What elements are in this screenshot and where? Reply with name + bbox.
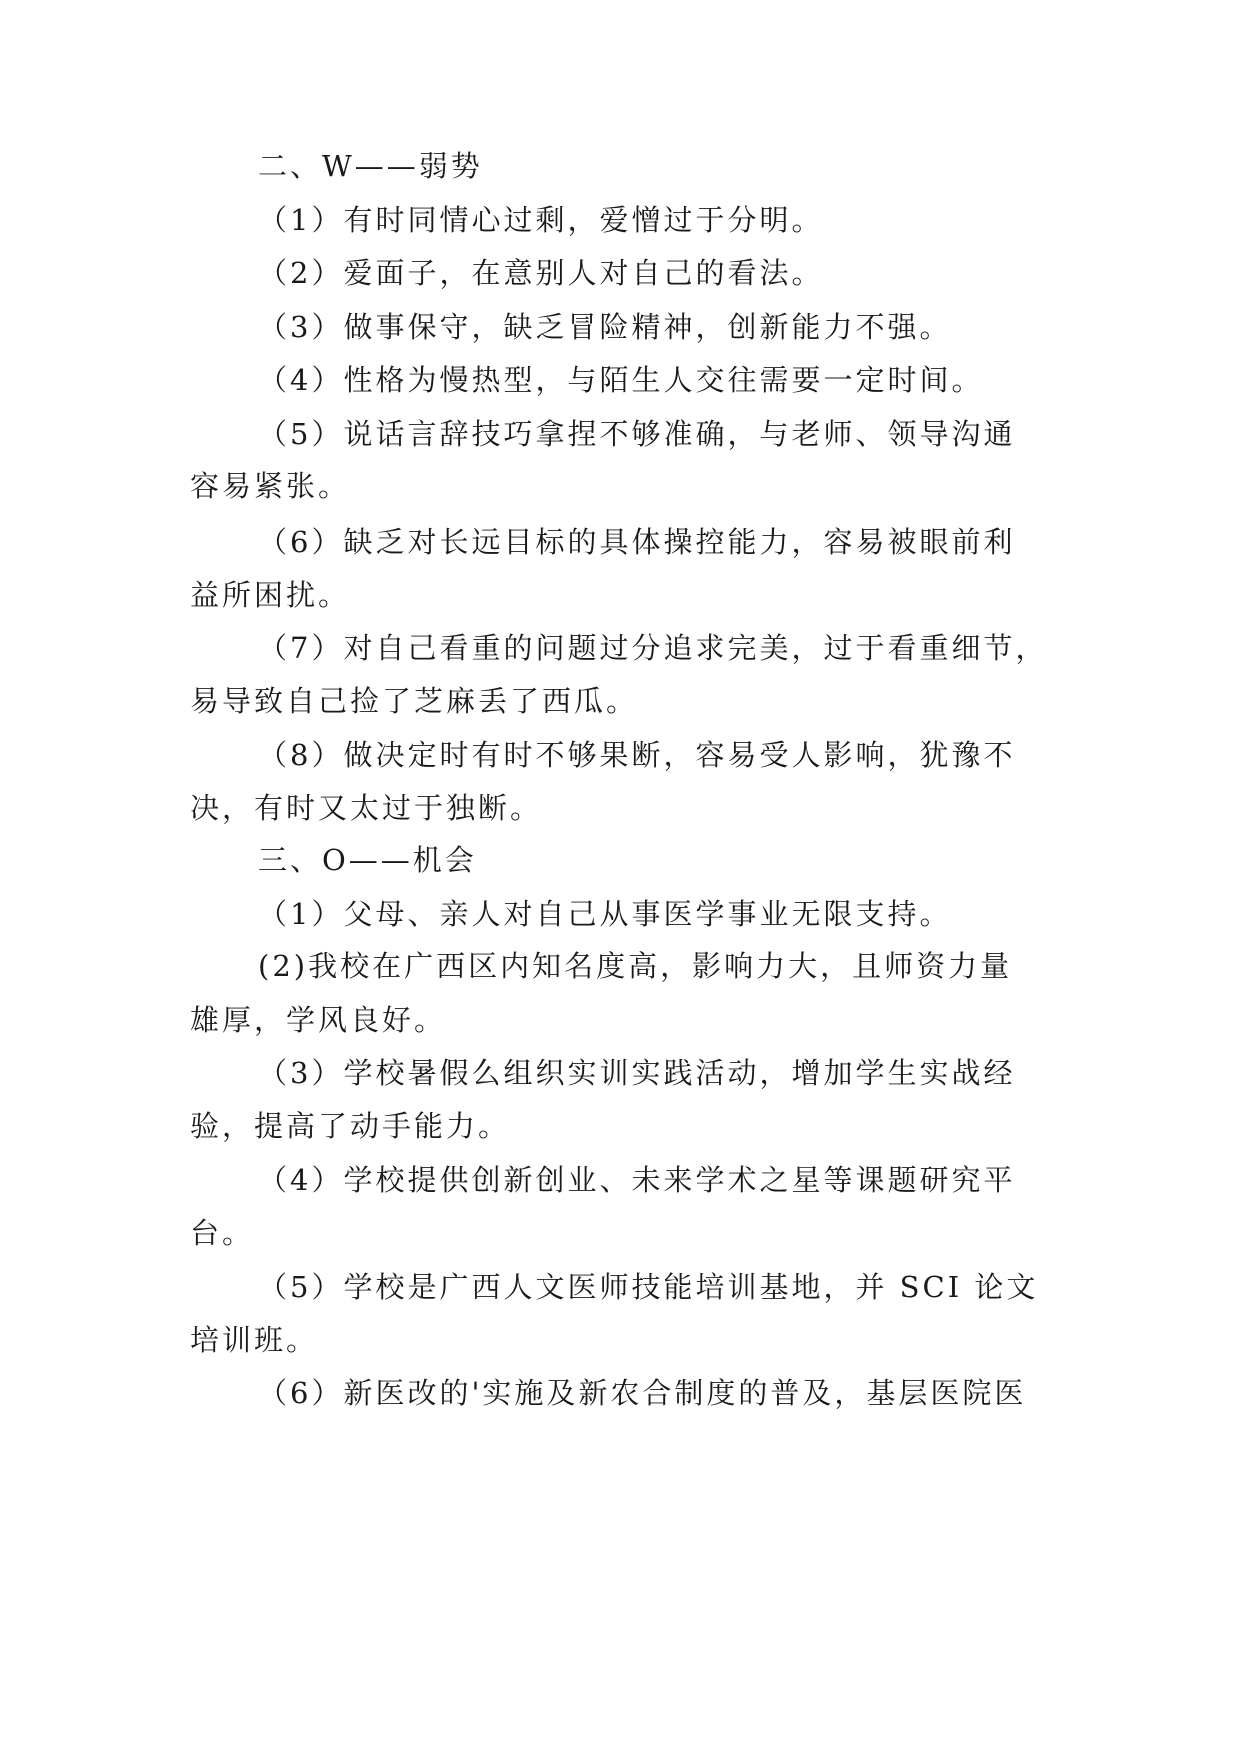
paragraph-line: （8）做决定时有时不够果断，容易受人影响，犹豫不 xyxy=(258,738,1016,772)
paragraph-line: (2)我校在广西区内知名度高，影响力大，且师资力量 xyxy=(258,949,1013,983)
paragraph-line: 雄厚，学风良好。 xyxy=(190,1003,447,1037)
paragraph-line: （3）做事保守，缺乏冒险精神，创新能力不强。 xyxy=(258,310,952,344)
section-heading-opportunities: 三、O——机会 xyxy=(258,843,477,877)
paragraph-line: 验，提高了动手能力。 xyxy=(190,1109,511,1143)
paragraph-line: 易导致自己捡了芝麻丢了西瓜。 xyxy=(190,684,639,718)
section-heading-weaknesses: 二、W——弱势 xyxy=(258,149,483,183)
paragraph-line: （6）新医改的'实施及新农合制度的普及，基层医院医 xyxy=(258,1376,1027,1410)
paragraph-line: （4）性格为慢热型，与陌生人交往需要一定时间。 xyxy=(258,363,984,397)
paragraph-line: 决，有时又太过于独断。 xyxy=(190,791,543,825)
paragraph-line: （5）学校是广西人文医师技能培训基地，并 SCI 论文 xyxy=(258,1270,1039,1304)
paragraph-line: 台。 xyxy=(190,1216,255,1250)
paragraph-line: （7）对自己看重的问题过分追求完美，过于看重细节， xyxy=(258,631,1048,665)
paragraph-line: （5）说话言辞技巧拿捏不够准确，与老师、领导沟通 xyxy=(258,417,1016,451)
paragraph-line: （2）爱面子，在意别人对自己的看法。 xyxy=(258,256,824,290)
paragraph-line: 益所困扰。 xyxy=(190,578,351,612)
paragraph-line: （6）缺乏对长远目标的具体操控能力，容易被眼前利 xyxy=(258,525,1016,559)
paragraph-line: （1）有时同情心过剩，爱憎过于分明。 xyxy=(258,203,824,237)
paragraph-line: （1）父母、亲人对自己从事医学事业无限支持。 xyxy=(258,897,952,931)
paragraph-line: （4）学校提供创新创业、未来学术之星等课题研究平 xyxy=(258,1163,1016,1197)
paragraph-line: 容易紧张。 xyxy=(190,469,351,503)
paragraph-line: 培训班。 xyxy=(190,1323,319,1357)
paragraph-line: （3）学校暑假么组织实训实践活动，增加学生实战经 xyxy=(258,1056,1016,1090)
